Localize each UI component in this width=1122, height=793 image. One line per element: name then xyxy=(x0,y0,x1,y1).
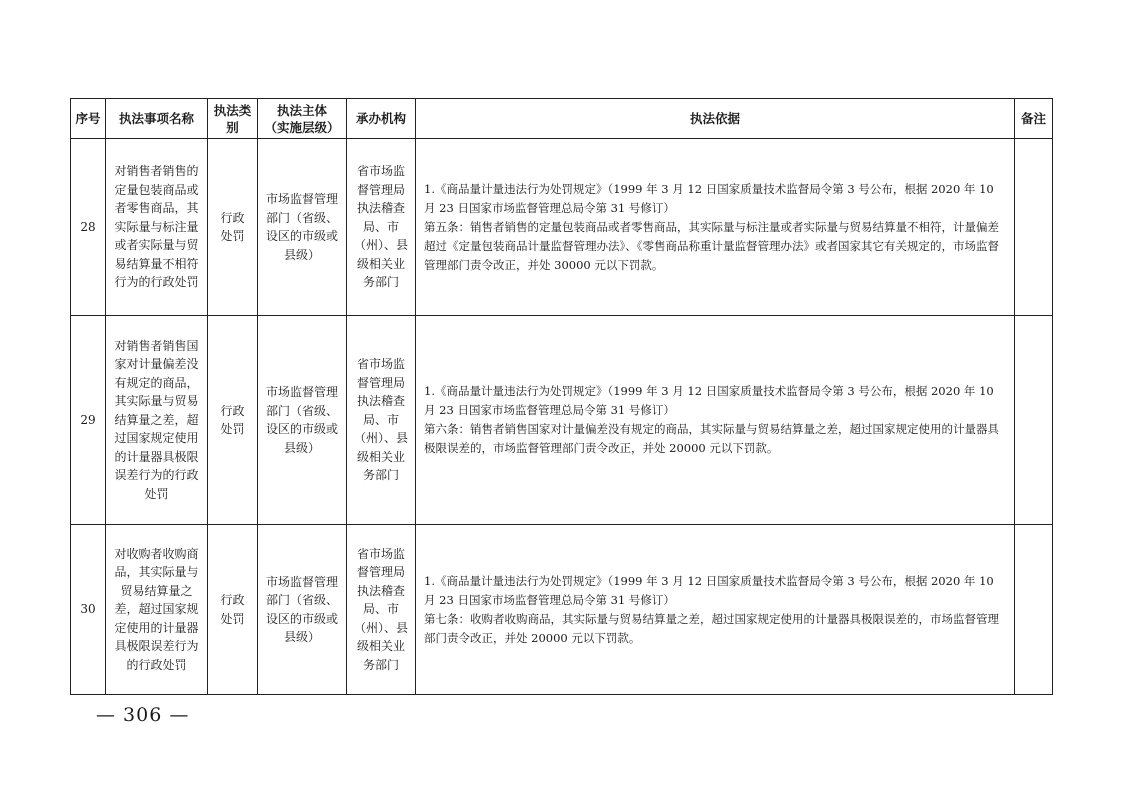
cell-category: 行政处罚 xyxy=(208,139,258,316)
cell-no: 28 xyxy=(71,139,106,316)
cell-note xyxy=(1015,139,1053,316)
header-subject xyxy=(258,99,347,139)
enforcement-items-table xyxy=(70,98,1053,695)
basis-article: 第六条：销售者销售国家对计量偏差没有规定的商品，其实际量与贸易结算量之差，超过国家规定使用的计量器具极限误差的，市场监督管理部门责令改正，并处 20000 元以下罚款。 xyxy=(424,422,999,455)
cell-no: 29 xyxy=(71,316,106,525)
cell-note xyxy=(1015,316,1053,525)
cell-subject: 市场监督管理部门（省级、设区的市级或县级） xyxy=(258,525,347,695)
basis-article: 第五条：销售者销售的定量包装商品或者零售商品，其实际量与标注量或者实际量与贸易结算量不相符，计量偏差超过《定量包装商品计量监督管理办法》、《零售商品称重计量监督管理办法》或者国家其它有关规定的，市场监督管理部门责令改正，并处 30000 元以下罚款。 xyxy=(424,219,999,272)
cell-name: 对销售者销售国家对计量偏差没有规定的商品，其实际量与贸易结算量之差，超过国家规定使用的计量器具极限误差行为的行政处罚 xyxy=(106,316,208,525)
basis-article: 第七条：收购者收购商品，其实际量与贸易结算量之差，超过国家规定使用的计量器具极限误差的，市场监督管理部门责令改正，并处 20000 元以下罚款。 xyxy=(424,611,999,645)
cell-dept: 省市场监督管理局执法稽查局、市（州）、县级相关业务部门 xyxy=(347,316,416,525)
cell-no: 30 xyxy=(71,525,106,695)
basis-source: 1.《商品量计量违法行为处罚规定》（1999 年 3 月 12 日国家质量技术监督局令第 3 号公布，根据 2020 年 10 月 23 日国家市场监督管理总局令第 31 号修订） xyxy=(424,573,994,607)
basis-source: 1.《商品量计量违法行为处罚规定》（1999 年 3 月 12 日国家质量技术监督局令第 3 号公布，根据 2020 年 10 月 23 日国家市场监督管理总局令第 31 号修订） xyxy=(424,384,994,417)
cell-name: 对收购者收购商品，其实际量与贸易结算量之差，超过国家规定使用的计量器具极限误差行为的行政处罚 xyxy=(106,525,208,695)
cell-subject: 市场监督管理部门（省级、设区的市级或县级） xyxy=(258,139,347,316)
cell-name: 对销售者销售的定量包装商品或者零售商品，其实际量与标注量或者实际量与贸易结算量不相符行为的行政处罚 xyxy=(106,139,208,316)
page-number: — 306 — xyxy=(96,704,190,726)
cell-basis xyxy=(416,139,1015,316)
header-no: 序号 xyxy=(71,99,106,139)
cell-subject: 市场监督管理部门（省级、设区的市级或县级） xyxy=(258,316,347,525)
cell-note xyxy=(1015,525,1053,695)
table-row xyxy=(71,139,1053,316)
cell-basis xyxy=(416,316,1015,525)
cell-dept: 省市场监督管理局执法稽查局、市（州）、县级相关业务部门 xyxy=(347,139,416,316)
table-row xyxy=(71,316,1053,525)
header-name: 执法事项名称 xyxy=(106,99,208,139)
cell-basis xyxy=(416,525,1015,695)
header-category: 执法类别 xyxy=(208,99,258,139)
table-header-row xyxy=(71,99,1053,139)
header-dept: 承办机构 xyxy=(347,99,416,139)
basis-source: 1.《商品量计量违法行为处罚规定》（1999 年 3 月 12 日国家质量技术监督局令第 3 号公布，根据 2020 年 10 月 23 日国家市场监督管理总局令第 31 号修订） xyxy=(424,181,994,215)
cell-category: 行政处罚 xyxy=(208,316,258,525)
header-subject-line2: （实施层级） xyxy=(264,119,340,135)
header-subject-line1: 执法主体 xyxy=(276,102,327,118)
cell-category: 行政处罚 xyxy=(208,525,258,695)
header-note: 备注 xyxy=(1015,99,1053,139)
header-basis: 执法依据 xyxy=(416,99,1015,139)
table-row xyxy=(71,525,1053,695)
cell-dept: 省市场监督管理局执法稽查局、市（州）、县级相关业务部门 xyxy=(347,525,416,695)
